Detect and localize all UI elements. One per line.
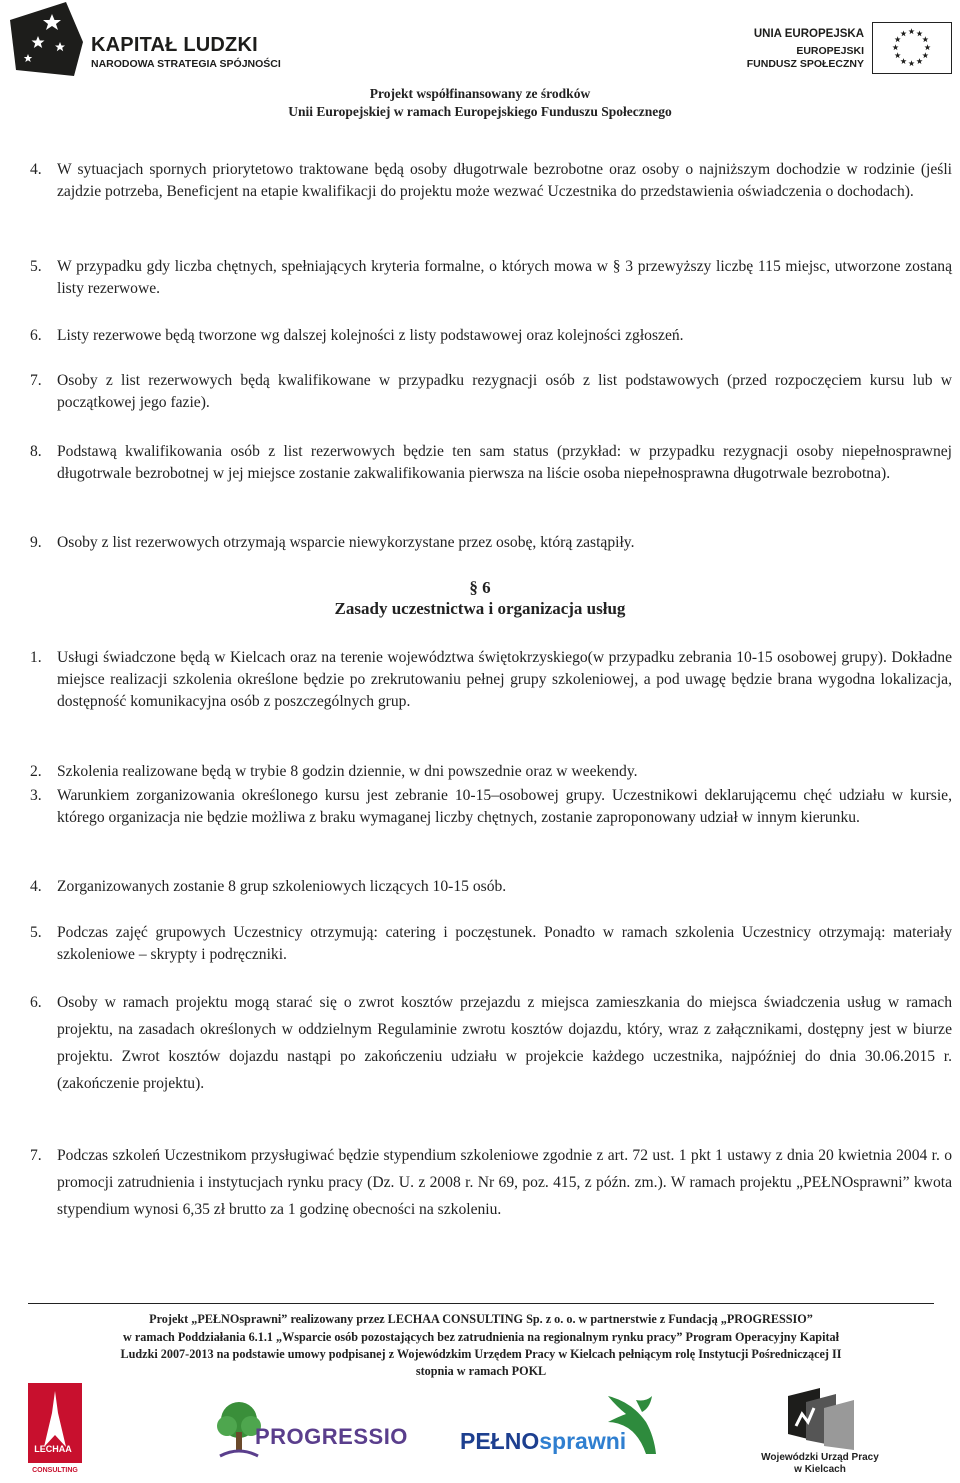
lechaa-logo-name: LECHAA [34, 1444, 72, 1454]
pelnosprawni-logo-part1: PEŁNO [460, 1428, 540, 1454]
eagle-icon [606, 1392, 660, 1456]
list-item-number: 2. [30, 763, 42, 780]
list-item-text: Listy rezerwowe będą tworzone wg dalszej kolejności z listy podstawowej oraz kolejności zgłoszeń. [57, 327, 684, 344]
eu-star-icon [900, 30, 906, 36]
list-item-text: Usługi świadczone będą w Kielcach oraz na terenie województwa świętokrzyskiego(w przypadku zebrania 10-15 osobowej grupy). Dokładne miejsce realizacji szkolenia określone będzie po zrekrutowaniu pełnej grupy szkoleniowej, a pod uwagę będzie brana wygodna lokalizacja, dostępność komunikacyjna osób z poszczególnych grup. [57, 649, 952, 710]
wup-logo-icon [780, 1388, 860, 1450]
eu-star-icon [916, 30, 922, 36]
list-item-text: Zorganizowanych zostanie 8 grup szkoleniowych liczących 10-15 osób. [57, 878, 507, 895]
list-item-number: 6. [30, 327, 42, 344]
eu-star-icon [908, 28, 914, 34]
progressio-logo-text: PROGRESSIO [255, 1424, 408, 1449]
eu-star-icon [924, 44, 930, 50]
list-item-number: 3. [30, 787, 42, 804]
list-item-text: Podczas zajęć grupowych Uczestnicy otrzymują: catering i poczęstunek. Ponadto w ramach szkolenia Uczestnicy otrzymają: materiały szkoleniowe – skrypty i podręczniki. [57, 924, 952, 963]
eu-star-icon [908, 60, 914, 66]
eu-label-line2: EUROPEJSKI [796, 45, 864, 57]
list-item-number: 5. [30, 924, 42, 941]
list-item-text: Szkolenia realizowane będą w trybie 8 godzin dziennie, w dni powszednie oraz w weekendy. [57, 763, 638, 780]
list-item [30, 159, 952, 203]
wup-logo-line1: Wojewódzki Urząd Pracy [761, 1452, 879, 1463]
eu-flag-icon [872, 22, 952, 74]
footer-line2: w ramach Poddziałania 6.1.1 „Wsparcie osób pozostających bez zatrudnienia na regionalnym rynku pracy” Program Operacyjny Kapitał [122, 1330, 839, 1344]
list-item-text: Osoby w ramach projektu mogą starać się o zwrot kosztów przejazdu z miejsca zamieszkania do miejsca świadczenia usług w ramach projektu, na zasadach określonych w oddzielnym Regulaminie zwrotu kosztów dojazdu, który, wraz z załącznikami, dostępny jest w biurze projektu. Zwrot kosztów dojazdu nastąpi po zakończeniu udziału w projekcie każdego uczestnika, najpóźniej do dnia 30.06.2015 r. (zakończenie projektu). [57, 994, 952, 1092]
list-item-text: W sytuacjach spornych priorytetowo traktowane będą osoby długotrwale bezrobotne oraz osoby o najniższym dochodzie w rodzinie (jeśli zajdzie potrzeba, Beneficjent na etapie kwalifikacji do projektu może wezwać Uczestnika do przedstawienia oświadczenia o dochodach). [57, 161, 952, 200]
list-item [30, 647, 952, 713]
eu-star-icon [916, 58, 922, 64]
list-item-number: 9. [30, 534, 42, 551]
list-item-number: 7. [30, 372, 42, 389]
eu-label-line3: FUNDUSZ SPOŁECZNY [746, 58, 864, 70]
list-item [30, 441, 952, 485]
list-item-text: Osoby z list rezerwowych otrzymają wsparcie niewykorzystane przez osobę, którą zastąpiły. [57, 534, 635, 551]
list-item-number: 5. [30, 258, 42, 275]
eu-star-icon [895, 52, 901, 58]
list-item [30, 761, 952, 783]
kapital-ludzki-logo-icon [8, 2, 83, 76]
list-item-number: 1. [30, 649, 42, 666]
list-item-number: 4. [30, 878, 42, 895]
eu-label-line1: UNIA EUROPEJSKA [753, 28, 864, 40]
eu-star-icon [895, 36, 901, 42]
list-item [30, 785, 952, 829]
cofinancing-line2: Unii Europejskiej w ramach Europejskiego Funduszu Społecznego [288, 104, 672, 119]
eu-star-icon [892, 44, 898, 50]
list-item-text: Podstawą kwalifikowania osób z list rezerwowych będzie ten sam status (przykład: w przypadku rezygnacji osoby niepełnosprawnej długotrwale bezrobotnej w jej miejsce zostanie zakwalifikowania pierwsza na liście osoba niepełnosprawna długotrwale bezrobotna). [57, 443, 952, 482]
list-item-text: W przypadku gdy liczba chętnych, spełniających kryteria formalne, o których mowa w § 3 przewyższy liczbę 115 miejsc, utworzone zostaną listy rezerwowe. [57, 258, 952, 297]
list-item [30, 256, 952, 300]
list-item-text: Osoby z list rezerwowych będą kwalifikowane w przypadku rezygnacji osób z list podstawowych (przed rozpoczęciem kursu lub w początkowej jego fazie). [57, 372, 952, 411]
section-title: Zasady uczestnictwa i organizacja usług [334, 599, 626, 618]
lechaa-logo-icon [20, 1383, 90, 1478]
list-item-number: 7. [30, 1147, 42, 1164]
kapital-ludzki-subtitle: NARODOWA STRATEGIA SPÓJNOŚCI [91, 58, 281, 70]
list-item [30, 922, 952, 966]
list-item [30, 370, 952, 414]
eu-star-icon [900, 58, 906, 64]
eu-star-icon [922, 52, 928, 58]
kapital-ludzki-title: KAPITAŁ LUDZKI [91, 34, 258, 56]
footer-divider [28, 1303, 934, 1304]
pelnosprawni-logo [460, 1428, 626, 1455]
pelnosprawni-logo-part2: sprawni [539, 1428, 627, 1454]
section-number: § 6 [469, 578, 491, 597]
list-item-number: 6. [30, 994, 42, 1011]
list-item [30, 532, 952, 554]
list-item [30, 1142, 952, 1223]
footer-line3: Ludzki 2007-2013 na podstawie umowy podpisanej z Wojewódzkim Urzędem Pracy w Kielcach pełniącym rolę Instytucji Pośredniczącej II [120, 1347, 842, 1361]
cofinancing-line1: Projekt współfinansowany ze środków [369, 86, 591, 101]
wup-logo-line2: w Kielcach [794, 1464, 846, 1475]
list-item-number: 8. [30, 443, 42, 460]
list-item [30, 325, 952, 347]
footer-line4: stopnia w ramach POKL [415, 1364, 547, 1378]
list-item-text: Warunkiem zorganizowania określonego kursu jest zebranie 10-15–osobowej grupy. Uczestnikowi deklarującemu chęć udziału w kursie, którego organizacja nie będzie możliwa z braku wymaganej liczby chętnych, zostanie zaproponowany udział w innym kierunku. [57, 787, 952, 826]
list-item-number: 4. [30, 161, 42, 178]
list-item [30, 876, 952, 898]
lechaa-logo-subtitle: CONSULTING [32, 1467, 78, 1474]
list-item-text: Podczas szkoleń Uczestnikom przysługiwać będzie stypendium szkoleniowe zgodnie z art. 72 ust. 1 pkt 1 ustawy z dnia 20 kwietnia 2004 r. o promocji zatrudnienia i instytucjach rynku pracy (Dz. U. z 2008 r. Nr 69, poz. 415, z późn. zm.). W ramach projektu „PEŁNOsprawni” kwota stypendium wynosi 6,35 zł brutto za 1 godzinę obecności na szkoleniu. [57, 1147, 952, 1218]
eu-star-icon [922, 36, 928, 42]
footer-line1: Projekt „PEŁNOsprawni” realizowany przez LECHAA CONSULTING Sp. z o. o. w partnerstwie z Fundacją „PROGRESSIO” [149, 1312, 813, 1326]
list-item [30, 989, 952, 1097]
